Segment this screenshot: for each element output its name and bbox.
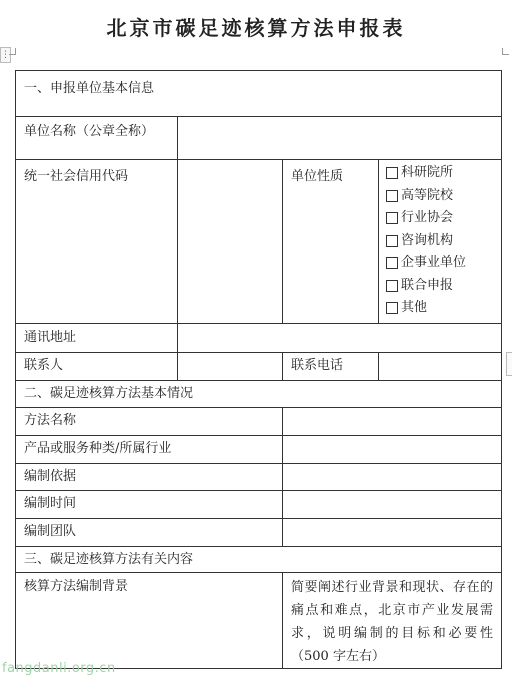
background-label: 核算方法编制背景: [16, 573, 283, 669]
drag-handle-icon[interactable]: ⋮: [0, 47, 11, 63]
team-field[interactable]: [283, 519, 502, 547]
watermark-text: fangdanli.org.cn: [2, 661, 116, 676]
team-label: 编制团队: [16, 519, 283, 547]
section1-heading: 一、申报单位基本信息: [16, 71, 502, 117]
option-university[interactable]: 高等院校: [386, 185, 493, 208]
phone-field[interactable]: [379, 353, 502, 381]
basis-label: 编制依据: [16, 464, 283, 491]
section2-heading: 二、碳足迹核算方法基本情况: [16, 381, 502, 408]
method-name-label: 方法名称: [16, 408, 283, 436]
application-form-table: [15, 70, 502, 669]
unit-name-label: 单位名称（公章全称）: [16, 117, 178, 160]
margin-corner-mark-right: [502, 48, 509, 55]
option-consulting-agency[interactable]: 咨询机构: [386, 230, 493, 253]
option-industry-association[interactable]: 行业协会: [386, 207, 493, 230]
option-other[interactable]: 其他: [386, 297, 493, 320]
compile-time-label: 编制时间: [16, 491, 283, 519]
credit-code-field[interactable]: [178, 160, 283, 324]
option-enterprise[interactable]: 企事业单位: [386, 252, 493, 275]
checkbox[interactable]: [386, 212, 398, 224]
checkbox[interactable]: [386, 235, 398, 247]
address-label: 通讯地址: [16, 324, 178, 353]
method-name-field[interactable]: [283, 408, 502, 436]
basis-field[interactable]: [283, 464, 502, 491]
unit-name-field[interactable]: [178, 117, 502, 160]
checkbox[interactable]: [386, 190, 398, 202]
compile-time-field[interactable]: [283, 491, 502, 519]
background-field[interactable]: [283, 573, 502, 669]
section3-heading: 三、碳足迹核算方法有关内容: [16, 547, 502, 573]
phone-label: 联系电话: [283, 353, 379, 381]
background-description: 简要阐述行业背景和现状、存在的痛点和难点，北京市产业发展需求，说明编制的目标和必要性（500 字左右）: [291, 580, 494, 664]
product-category-field[interactable]: [283, 436, 502, 464]
checkbox[interactable]: [386, 257, 398, 269]
unit-type-label: 单位性质: [283, 160, 379, 324]
contact-field[interactable]: [178, 353, 283, 381]
credit-code-label: 统一社会信用代码: [16, 160, 178, 324]
checkbox[interactable]: [386, 302, 398, 314]
option-research-institute[interactable]: 科研院所: [386, 162, 493, 185]
address-field[interactable]: [178, 324, 502, 353]
checkbox[interactable]: [386, 167, 398, 179]
form-title: 北京市碳足迹核算方法申报表: [106, 16, 406, 40]
unit-type-options: [379, 160, 502, 324]
product-category-label: 产品或服务种类/所属行业: [16, 436, 283, 464]
scroll-edge-handle[interactable]: [506, 352, 512, 376]
margin-corner-mark-left: [9, 48, 16, 55]
option-joint-application[interactable]: 联合申报: [386, 275, 493, 298]
checkbox[interactable]: [386, 280, 398, 292]
contact-label: 联系人: [16, 353, 178, 381]
